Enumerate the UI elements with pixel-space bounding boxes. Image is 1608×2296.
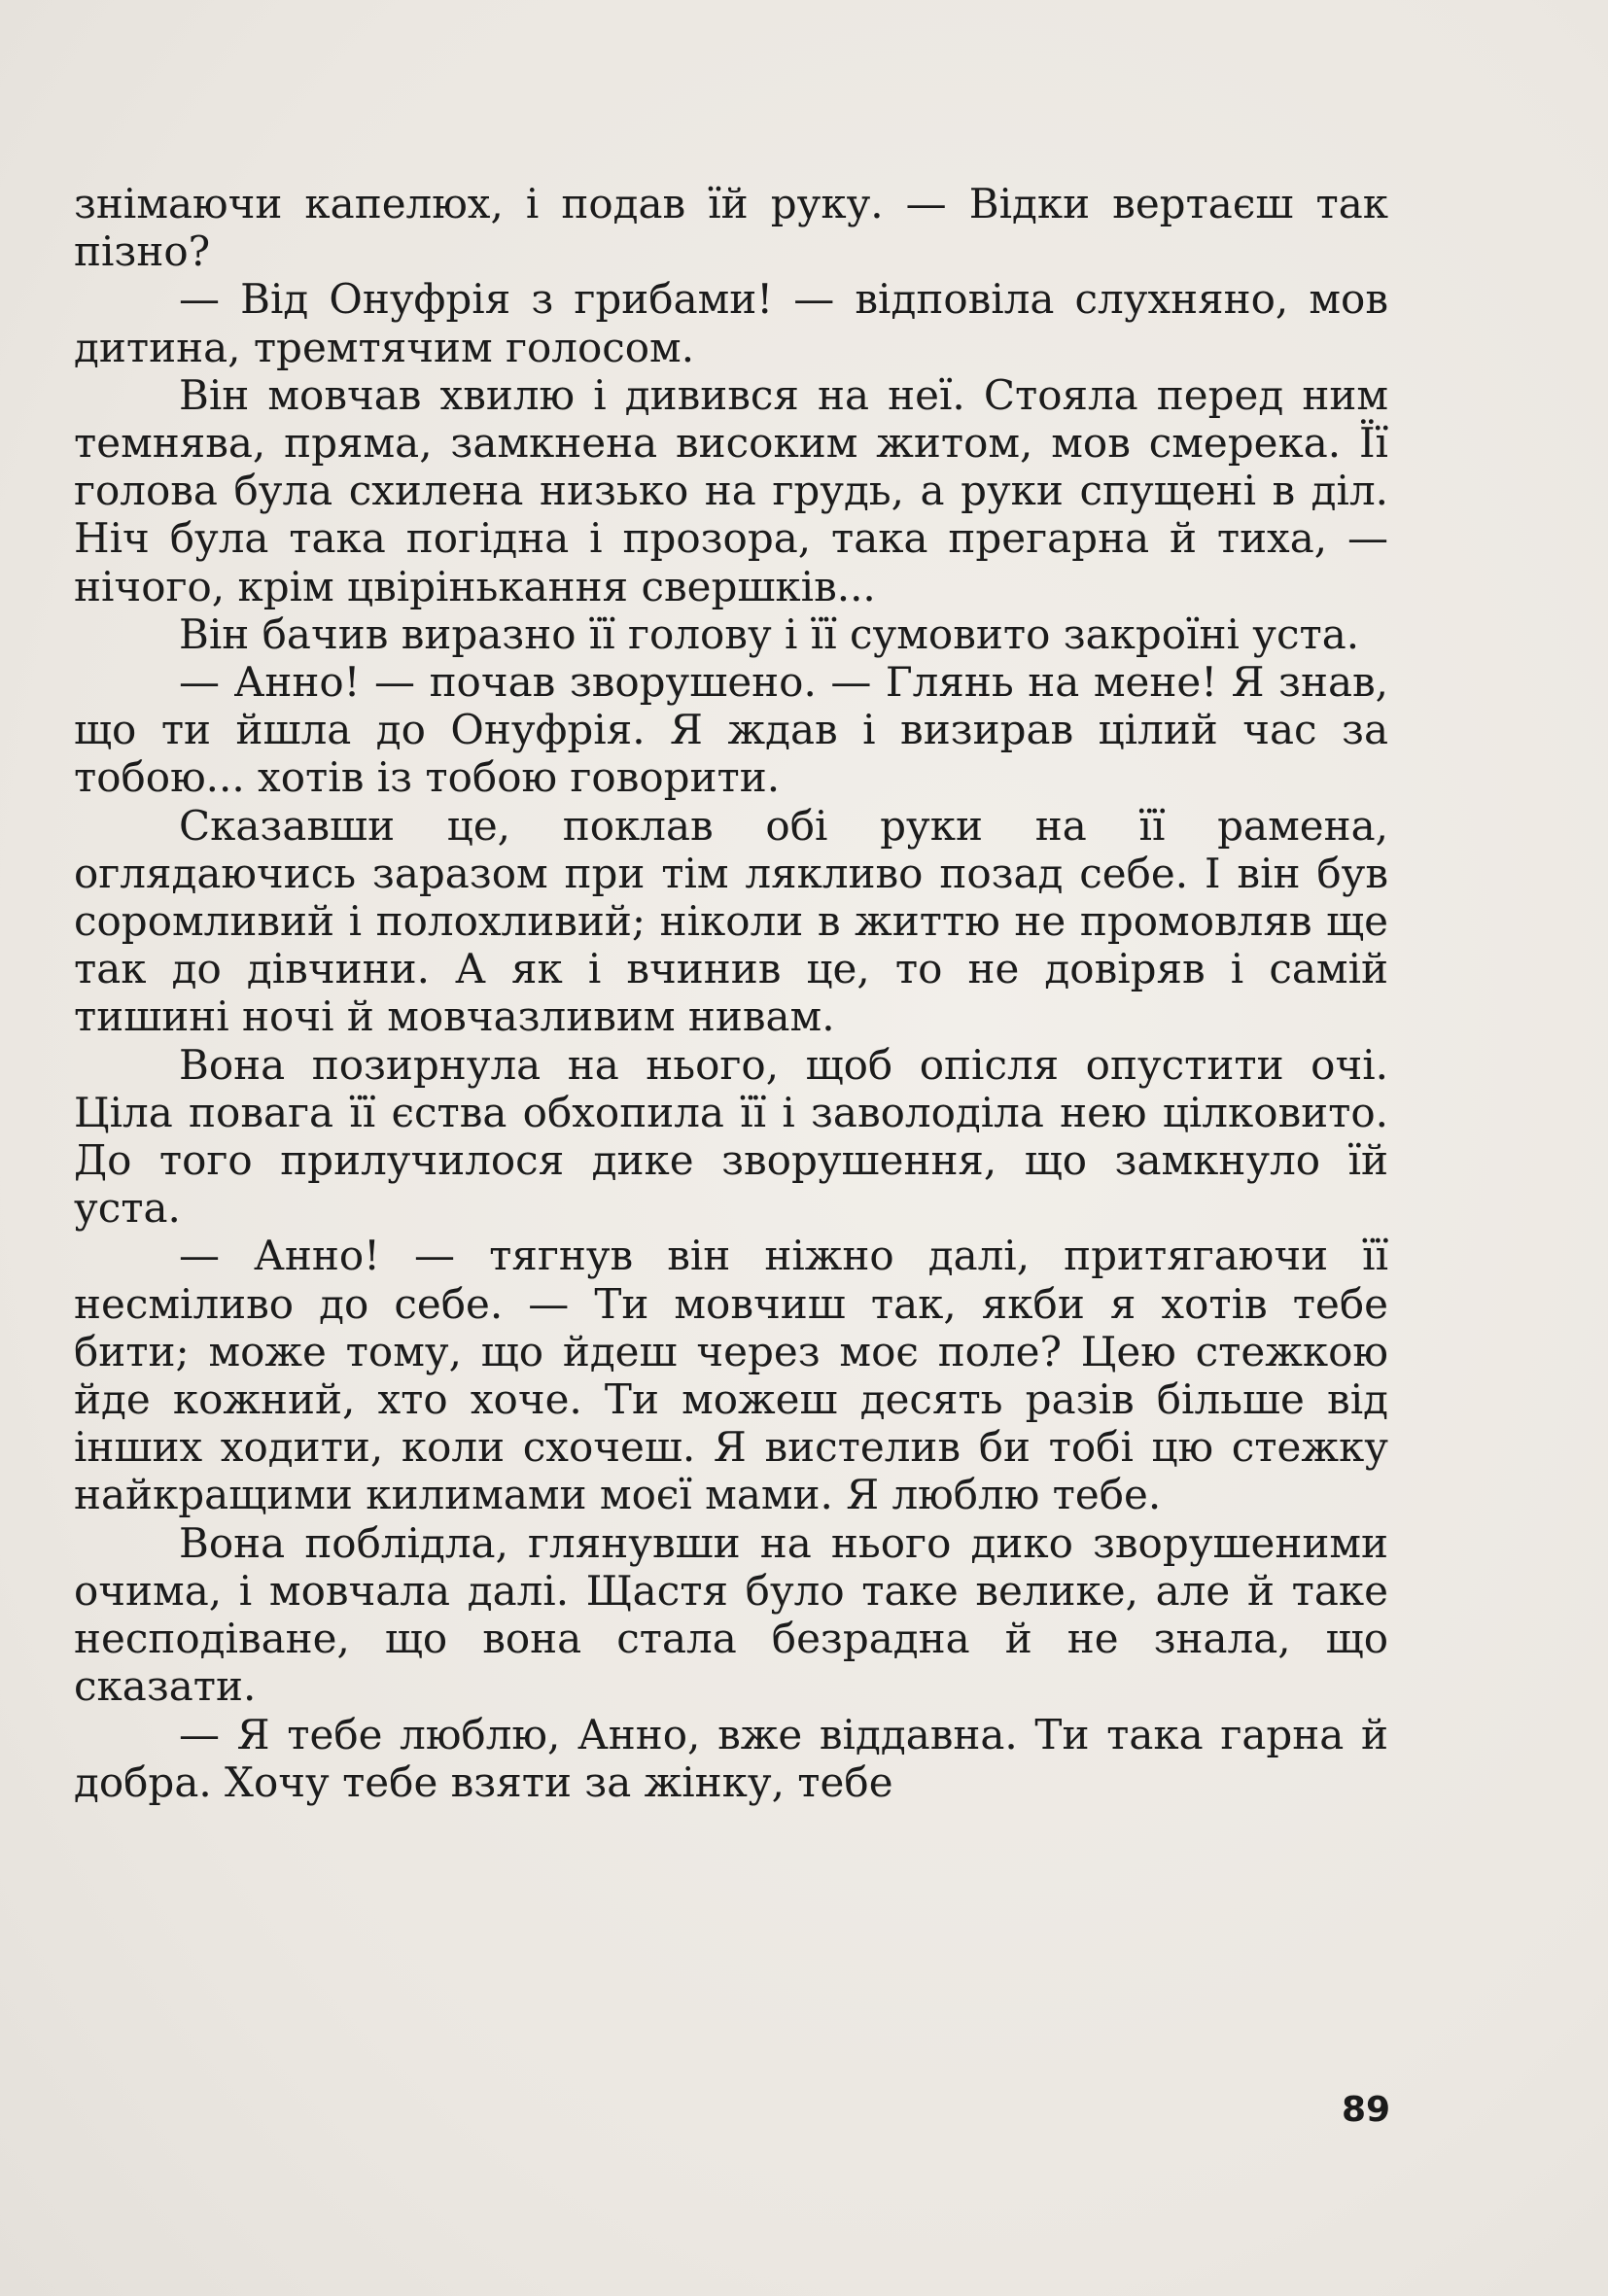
page-number: 89 [1342, 2090, 1391, 2130]
paragraph-2: — Від Онуфрія з грибами! — відповіла слухняно, мов дитина, тремтячим голосом. [74, 275, 1388, 371]
paragraph-4: Він бачив виразно її голову і її сумовито закроїні уста. [179, 609, 1360, 658]
paragraph-5: — Анно! — почав зворушено. — Глянь на мене! Я знав, що ти йшла до Онуфрія. Я ждав і визирав цілий час за тобою... хотів із тобою говорити. [74, 658, 1388, 802]
paragraph-7: Вона позирнула на нього, щоб опісля опустити очі. Ціла повага її єства обхопила її і заволоділа нею цілковито. До того прилучилося дике зворушення, що замкнуло їй уста. [74, 1040, 1388, 1233]
paragraph-8: — Анно! — тягнув він ніжно далі, притягаючи її несміливо до себе. — Ти мовчиш так, якби я хотів тебе бити; може тому, що йдеш через моє поле? Цею стежкою йде кожний, хто хоче. Ти можеш десять разів більше від інших ходити, коли схочеш. Я вистелив би тобі цю стежку найкращими килимами моєї мами. Я люблю тебе. [74, 1232, 1388, 1519]
paragraph-10: — Я тебе люблю, Анно, вже віддавна. Ти така гарна й добра. Хочу тебе взяти за жінку, тебе [74, 1710, 1388, 1806]
paragraph-1: знімаючи капелюх, і подав їй руку. — Відки вертаєш так пізно? [74, 180, 1388, 276]
body-text [74, 180, 1388, 1806]
paragraph-9: Вона поблідла, глянувши на нього дико зворушеними очима, і мовчала далі. Щастя було таке велике, але й таке несподіване, що вона стала безрадна й не знала, що сказати. [74, 1518, 1388, 1711]
paragraph-3: Він мовчав хвилю і дивився на неї. Стояла перед ним темнява, пряма, замкнена високим житом, мов смерека. Її голова була схилена низько на грудь, а руки спущені в діл. Ніч була така погідна і прозора, така прегарна й тиха, — нічого, крім цвірінькання свершків... [74, 370, 1388, 610]
paragraph-6: Сказавши це, поклав обі руки на її рамена, оглядаючись заразом при тім лякливо позад себе. І він був соромливий і полохливий; ніколи в життю не промовляв ще так до дівчини. А як і вчинив це, то не довіряв і самій тишині ночі й мовчазливим нивам. [74, 801, 1388, 1041]
